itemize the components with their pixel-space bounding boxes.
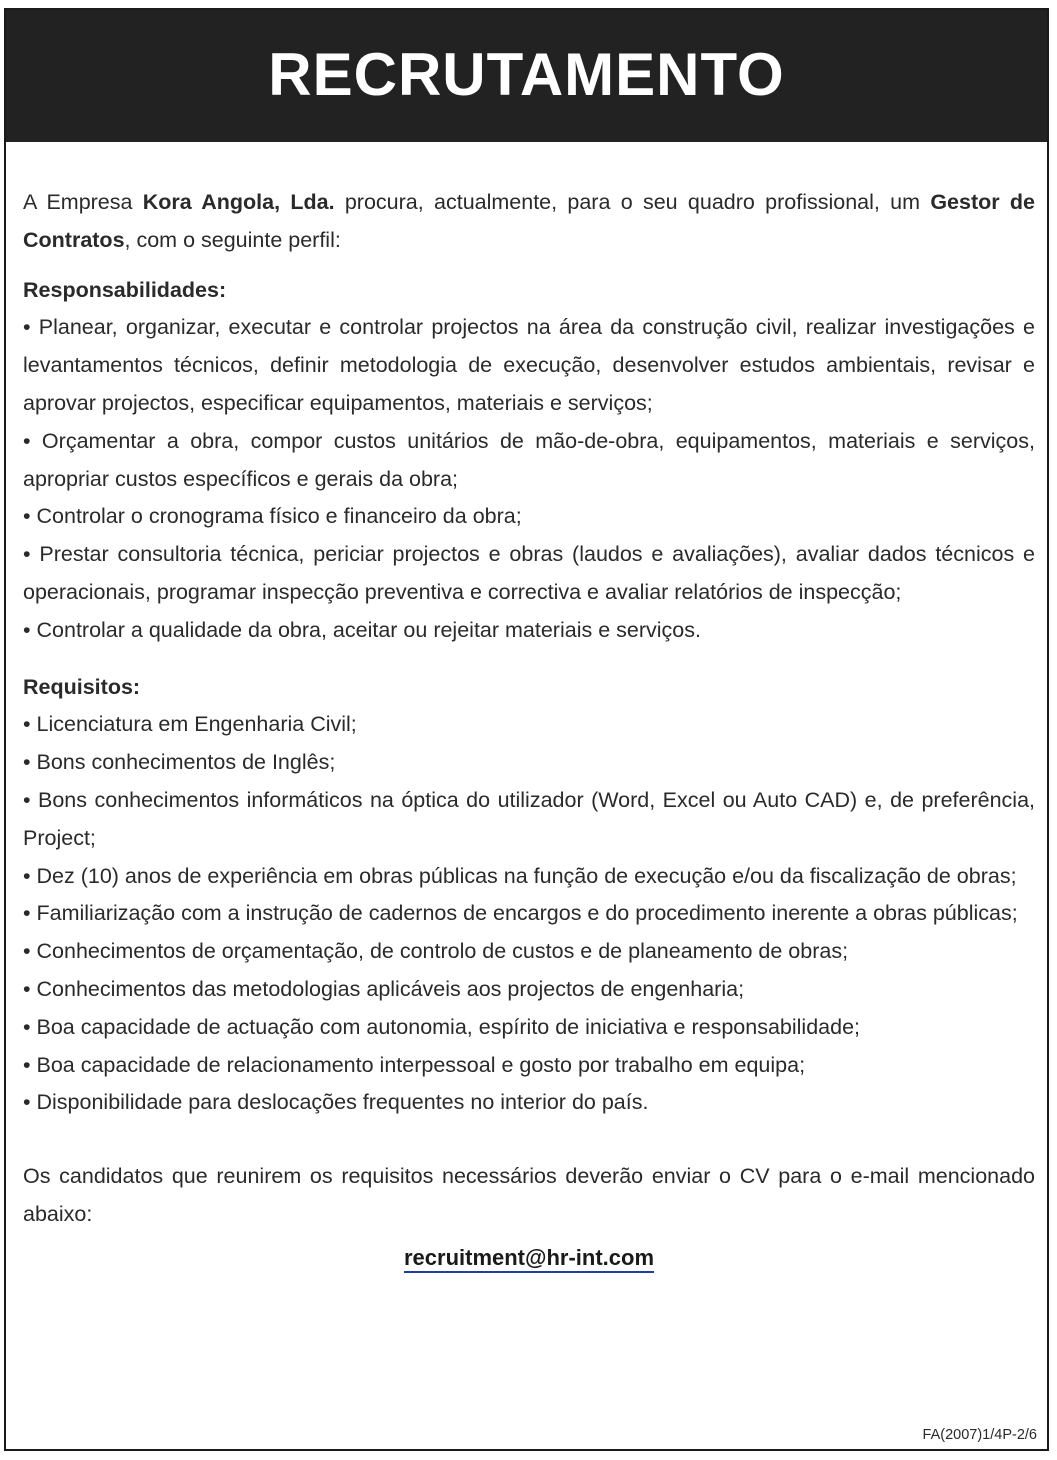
intro-prefix: A Empresa: [23, 190, 143, 214]
responsibility-item: • Controlar a qualidade da obra, aceitar ou rejeitar materiais e serviços.: [23, 617, 701, 642]
requirement-item: • Conhecimentos das metodologias aplicáveis aos projectos de engenharia;: [23, 976, 745, 1001]
requirement-item: • Boa capacidade de actuação com autonomia, espírito de iniciativa e responsabilidade;: [23, 1014, 860, 1039]
responsibility-item: • Orçamentar a obra, compor custos unitários de mão-de-obra, equipamentos, materiais e serviços, apropriar custos específicos e gerais da obra;: [23, 428, 1035, 491]
ad-content: [23, 184, 1035, 1278]
responsibility-item: • Controlar o cronograma físico e financeiro da obra;: [23, 504, 522, 529]
requirement-item: • Dez (10) anos de experiência em obras públicas na função de execução e/ou da fiscalização de obras;: [23, 863, 1017, 888]
responsibility-item: • Planear, organizar, executar e controlar projectos na área da construção civil, realizar investigações e levantamentos técnicos, definir metodologia de execução, desenvolver estudos ambientais, revisar e aprovar projectos, especificar equipamentos, materiais e serviços;: [23, 315, 1035, 415]
intro-middle: procura, actualmente, para o seu quadro profissional, um: [334, 190, 931, 214]
requirement-item: • Boa capacidade de relacionamento interpessoal e gosto por trabalho em equipa;: [23, 1052, 806, 1077]
requirements-list: [23, 706, 1035, 1122]
email-container: [23, 1238, 1035, 1278]
requirement-item: • Licenciatura em Engenharia Civil;: [23, 712, 357, 737]
position-name: Gestor de Contratos: [23, 190, 1035, 252]
responsibilities-list: [23, 309, 1035, 649]
intro-suffix: , com o seguinte perfil:: [124, 227, 341, 252]
responsibility-item: • Prestar consultoria técnica, periciar projectos e obras (laudos e avaliações), avaliar dados técnicos e operacionais, programar inspecção preventiva e correctiva e avaliar relatórios de inspecção;: [23, 542, 1035, 604]
requirement-item: • Conhecimentos de orçamentação, de controlo de custos e de planeamento de obras;: [23, 939, 849, 964]
company-name: Kora Angola, Lda.: [142, 190, 335, 214]
requirements-heading: Requisitos:: [23, 674, 141, 699]
requirement-item: • Bons conhecimentos de Inglês;: [23, 750, 336, 775]
requirement-item: • Familiarização com a instrução de cadernos de encargos e do procedimento inerente a obras públicas;: [23, 901, 1018, 926]
job-ad-frame: [4, 8, 1049, 1451]
header-bar: [6, 10, 1047, 142]
closing-paragraph: Os candidatos que reunirem os requisitos necessários deverão enviar o CV para o e-mail mencionado abaixo:: [23, 1164, 1035, 1226]
reference-code: FA(2007)1/4P-2/6: [922, 1427, 1037, 1443]
requirement-item: • Disponibilidade para deslocações frequentes no interior do país.: [23, 1090, 649, 1115]
email-link[interactable]: recruitment@hr-int.com: [404, 1245, 654, 1273]
page-title: RECRUTAMENTO: [268, 40, 785, 108]
requirement-item: • Bons conhecimentos informáticos na óptica do utilizador (Word, Excel ou Auto CAD) e, de preferência, Project;: [23, 787, 1035, 850]
responsibilities-heading: Responsabilidades:: [23, 277, 227, 302]
intro-paragraph: [23, 184, 1035, 260]
